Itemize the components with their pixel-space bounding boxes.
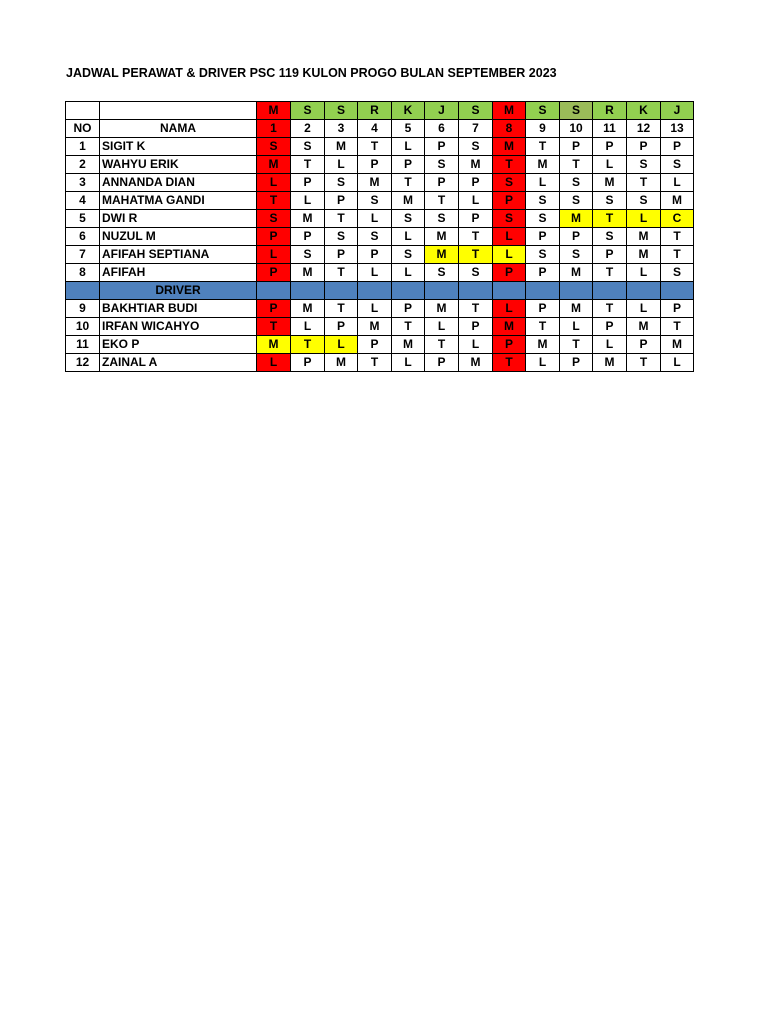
blank-cell bbox=[392, 282, 425, 300]
table-row bbox=[66, 228, 694, 246]
page-title: JADWAL PERAWAT & DRIVER PSC 119 KULON PROGO BULAN SEPTEMBER 2023 bbox=[66, 66, 557, 80]
shift-cell: T bbox=[291, 336, 325, 354]
shift-cell: S bbox=[291, 246, 325, 264]
row-number: 9 bbox=[66, 300, 100, 318]
shift-cell: S bbox=[425, 210, 459, 228]
shift-cell: S bbox=[493, 210, 526, 228]
shift-cell: P bbox=[358, 336, 392, 354]
shift-cell: P bbox=[257, 228, 291, 246]
blank-cell bbox=[425, 282, 459, 300]
blank-cell bbox=[661, 282, 694, 300]
shift-cell: T bbox=[325, 264, 358, 282]
day-letter-cell: S bbox=[291, 102, 325, 120]
shift-cell: T bbox=[593, 264, 627, 282]
shift-cell: M bbox=[425, 246, 459, 264]
table-row bbox=[66, 138, 694, 156]
table-row bbox=[66, 174, 694, 192]
date-cell: 12 bbox=[627, 120, 661, 138]
shift-cell: T bbox=[257, 192, 291, 210]
row-number: 1 bbox=[66, 138, 100, 156]
shift-cell: S bbox=[560, 246, 593, 264]
day-letter-cell: K bbox=[392, 102, 425, 120]
day-letter-cell: J bbox=[425, 102, 459, 120]
shift-cell: L bbox=[392, 138, 425, 156]
shift-cell: P bbox=[493, 336, 526, 354]
blank-cell bbox=[291, 282, 325, 300]
shift-cell: L bbox=[627, 264, 661, 282]
blank-cell bbox=[593, 282, 627, 300]
shift-cell: L bbox=[425, 318, 459, 336]
shift-cell: T bbox=[661, 246, 694, 264]
date-cell: 6 bbox=[425, 120, 459, 138]
shift-cell: S bbox=[627, 156, 661, 174]
row-number: 5 bbox=[66, 210, 100, 228]
day-letter-cell: M bbox=[257, 102, 291, 120]
day-letter-cell: K bbox=[627, 102, 661, 120]
shift-cell: L bbox=[358, 264, 392, 282]
shift-cell: L bbox=[526, 354, 560, 372]
shift-cell: P bbox=[459, 318, 493, 336]
shift-cell: S bbox=[593, 228, 627, 246]
shift-cell: L bbox=[291, 318, 325, 336]
shift-cell: T bbox=[325, 210, 358, 228]
shift-cell: T bbox=[593, 300, 627, 318]
shift-cell: M bbox=[425, 300, 459, 318]
blank-cell bbox=[560, 282, 593, 300]
shift-cell: L bbox=[358, 210, 392, 228]
shift-cell: L bbox=[392, 354, 425, 372]
person-name: IRFAN WICAHYO bbox=[100, 318, 257, 336]
shift-cell: L bbox=[325, 336, 358, 354]
shift-cell: L bbox=[257, 246, 291, 264]
driver-section-row bbox=[66, 282, 694, 300]
table-row bbox=[66, 156, 694, 174]
row-number: 3 bbox=[66, 174, 100, 192]
shift-cell: T bbox=[358, 138, 392, 156]
shift-cell: S bbox=[593, 192, 627, 210]
shift-cell: M bbox=[392, 192, 425, 210]
date-cell: 13 bbox=[661, 120, 694, 138]
shift-cell: T bbox=[459, 300, 493, 318]
shift-cell: P bbox=[526, 228, 560, 246]
shift-cell: L bbox=[392, 228, 425, 246]
shift-cell: S bbox=[560, 174, 593, 192]
shift-cell: P bbox=[493, 192, 526, 210]
shift-cell: S bbox=[459, 138, 493, 156]
shift-cell: S bbox=[325, 228, 358, 246]
date-cell: 1 bbox=[257, 120, 291, 138]
shift-cell: T bbox=[560, 336, 593, 354]
shift-cell: M bbox=[291, 264, 325, 282]
date-cell: 9 bbox=[526, 120, 560, 138]
shift-cell: M bbox=[459, 156, 493, 174]
blank-cell bbox=[358, 282, 392, 300]
shift-cell: L bbox=[593, 156, 627, 174]
person-name: DWI R bbox=[100, 210, 257, 228]
shift-cell: L bbox=[257, 354, 291, 372]
shift-cell: P bbox=[358, 246, 392, 264]
shift-cell: S bbox=[560, 192, 593, 210]
day-letter-row bbox=[66, 102, 694, 120]
shift-cell: M bbox=[560, 300, 593, 318]
shift-cell: P bbox=[526, 300, 560, 318]
shift-cell: L bbox=[661, 354, 694, 372]
table-row bbox=[66, 264, 694, 282]
shift-cell: P bbox=[593, 138, 627, 156]
shift-cell: P bbox=[392, 300, 425, 318]
shift-cell: L bbox=[593, 336, 627, 354]
shift-cell: P bbox=[257, 264, 291, 282]
shift-cell: L bbox=[560, 318, 593, 336]
shift-cell: P bbox=[291, 228, 325, 246]
row-number: 10 bbox=[66, 318, 100, 336]
shift-cell: P bbox=[425, 138, 459, 156]
shift-cell: L bbox=[291, 192, 325, 210]
shift-cell: M bbox=[358, 318, 392, 336]
date-cell: 5 bbox=[392, 120, 425, 138]
shift-cell: M bbox=[627, 246, 661, 264]
person-name: EKO P bbox=[100, 336, 257, 354]
shift-cell: L bbox=[661, 174, 694, 192]
shift-cell: P bbox=[627, 138, 661, 156]
shift-cell: M bbox=[392, 336, 425, 354]
day-letter-cell: R bbox=[358, 102, 392, 120]
date-cell: 2 bbox=[291, 120, 325, 138]
row-number: 12 bbox=[66, 354, 100, 372]
blank-cell bbox=[66, 282, 100, 300]
shift-cell: T bbox=[627, 354, 661, 372]
shift-cell: P bbox=[560, 228, 593, 246]
shift-cell: M bbox=[325, 354, 358, 372]
shift-cell: M bbox=[593, 174, 627, 192]
table-row bbox=[66, 336, 694, 354]
shift-cell: M bbox=[627, 228, 661, 246]
day-letter-cell: S bbox=[560, 102, 593, 120]
shift-cell: S bbox=[257, 210, 291, 228]
date-cell: 4 bbox=[358, 120, 392, 138]
blank-cell bbox=[100, 102, 257, 120]
shift-cell: L bbox=[493, 300, 526, 318]
shift-cell: M bbox=[291, 210, 325, 228]
shift-cell: S bbox=[291, 138, 325, 156]
shift-cell: P bbox=[493, 264, 526, 282]
shift-cell: T bbox=[627, 174, 661, 192]
no-header: NO bbox=[66, 120, 100, 138]
shift-cell: M bbox=[627, 318, 661, 336]
shift-cell: T bbox=[291, 156, 325, 174]
shift-cell: L bbox=[459, 336, 493, 354]
shift-cell: T bbox=[593, 210, 627, 228]
row-number: 2 bbox=[66, 156, 100, 174]
person-name: NUZUL M bbox=[100, 228, 257, 246]
table-row bbox=[66, 192, 694, 210]
shift-cell: M bbox=[593, 354, 627, 372]
shift-cell: M bbox=[459, 354, 493, 372]
row-number: 8 bbox=[66, 264, 100, 282]
shift-cell: P bbox=[425, 174, 459, 192]
table-row bbox=[66, 246, 694, 264]
shift-cell: L bbox=[627, 210, 661, 228]
day-letter-cell: M bbox=[493, 102, 526, 120]
shift-cell: T bbox=[493, 354, 526, 372]
shift-cell: P bbox=[392, 156, 425, 174]
table-row bbox=[66, 318, 694, 336]
shift-cell: P bbox=[325, 246, 358, 264]
shift-cell: T bbox=[661, 318, 694, 336]
shift-cell: L bbox=[325, 156, 358, 174]
person-name: WAHYU ERIK bbox=[100, 156, 257, 174]
shift-cell: L bbox=[358, 300, 392, 318]
shift-cell: S bbox=[358, 192, 392, 210]
blank-cell bbox=[459, 282, 493, 300]
shift-cell: C bbox=[661, 210, 694, 228]
shift-cell: M bbox=[661, 192, 694, 210]
blank-cell bbox=[66, 102, 100, 120]
driver-label: DRIVER bbox=[100, 282, 257, 300]
table-row bbox=[66, 354, 694, 372]
shift-cell: T bbox=[325, 300, 358, 318]
shift-cell: P bbox=[459, 210, 493, 228]
shift-cell: T bbox=[392, 318, 425, 336]
shift-cell: S bbox=[358, 228, 392, 246]
date-cell: 7 bbox=[459, 120, 493, 138]
shift-cell: S bbox=[459, 264, 493, 282]
shift-cell: P bbox=[560, 354, 593, 372]
shift-cell: P bbox=[459, 174, 493, 192]
shift-cell: M bbox=[291, 300, 325, 318]
shift-cell: T bbox=[425, 192, 459, 210]
shift-cell: M bbox=[425, 228, 459, 246]
shift-cell: T bbox=[392, 174, 425, 192]
shift-cell: T bbox=[459, 246, 493, 264]
shift-cell: S bbox=[325, 174, 358, 192]
person-name: AFIFAH bbox=[100, 264, 257, 282]
date-cell: 3 bbox=[325, 120, 358, 138]
shift-cell: T bbox=[526, 138, 560, 156]
shift-cell: S bbox=[257, 138, 291, 156]
person-name: SIGIT K bbox=[100, 138, 257, 156]
shift-cell: T bbox=[493, 156, 526, 174]
row-number: 6 bbox=[66, 228, 100, 246]
shift-cell: L bbox=[257, 174, 291, 192]
shift-cell: P bbox=[627, 336, 661, 354]
date-row bbox=[66, 120, 694, 138]
shift-cell: T bbox=[257, 318, 291, 336]
shift-cell: S bbox=[425, 264, 459, 282]
shift-cell: L bbox=[627, 300, 661, 318]
shift-cell: S bbox=[392, 246, 425, 264]
shift-cell: P bbox=[325, 192, 358, 210]
day-letter-cell: S bbox=[526, 102, 560, 120]
shift-cell: S bbox=[392, 210, 425, 228]
shift-cell: L bbox=[493, 246, 526, 264]
shift-cell: P bbox=[257, 300, 291, 318]
shift-cell: M bbox=[493, 138, 526, 156]
shift-cell: M bbox=[325, 138, 358, 156]
shift-cell: T bbox=[358, 354, 392, 372]
shift-cell: S bbox=[661, 156, 694, 174]
table-row bbox=[66, 300, 694, 318]
person-name: ANNANDA DIAN bbox=[100, 174, 257, 192]
shift-cell: M bbox=[526, 156, 560, 174]
shift-cell: S bbox=[425, 156, 459, 174]
shift-cell: M bbox=[257, 336, 291, 354]
table-row bbox=[66, 210, 694, 228]
shift-cell: M bbox=[560, 210, 593, 228]
person-name: ZAINAL A bbox=[100, 354, 257, 372]
row-number: 7 bbox=[66, 246, 100, 264]
blank-cell bbox=[325, 282, 358, 300]
shift-cell: L bbox=[526, 174, 560, 192]
person-name: MAHATMA GANDI bbox=[100, 192, 257, 210]
shift-cell: P bbox=[560, 138, 593, 156]
blank-cell bbox=[526, 282, 560, 300]
shift-cell: L bbox=[392, 264, 425, 282]
day-letter-cell: S bbox=[459, 102, 493, 120]
shift-cell: S bbox=[526, 246, 560, 264]
shift-cell: T bbox=[425, 336, 459, 354]
shift-cell: L bbox=[493, 228, 526, 246]
nama-header: NAMA bbox=[100, 120, 257, 138]
shift-cell: S bbox=[627, 192, 661, 210]
blank-cell bbox=[627, 282, 661, 300]
shift-cell: P bbox=[661, 300, 694, 318]
shift-cell: P bbox=[526, 264, 560, 282]
shift-cell: S bbox=[493, 174, 526, 192]
row-number: 11 bbox=[66, 336, 100, 354]
schedule-table bbox=[65, 101, 694, 372]
shift-cell: S bbox=[526, 210, 560, 228]
day-letter-cell: S bbox=[325, 102, 358, 120]
person-name: BAKHTIAR BUDI bbox=[100, 300, 257, 318]
blank-cell bbox=[493, 282, 526, 300]
shift-cell: P bbox=[358, 156, 392, 174]
shift-cell: P bbox=[593, 246, 627, 264]
shift-cell: T bbox=[560, 156, 593, 174]
shift-cell: P bbox=[325, 318, 358, 336]
shift-cell: S bbox=[661, 264, 694, 282]
shift-cell: T bbox=[661, 228, 694, 246]
shift-cell: S bbox=[526, 192, 560, 210]
shift-cell: P bbox=[291, 354, 325, 372]
person-name: AFIFAH SEPTIANA bbox=[100, 246, 257, 264]
blank-cell bbox=[257, 282, 291, 300]
date-cell: 11 bbox=[593, 120, 627, 138]
shift-cell: T bbox=[459, 228, 493, 246]
shift-cell: P bbox=[291, 174, 325, 192]
shift-cell: M bbox=[661, 336, 694, 354]
shift-cell: M bbox=[493, 318, 526, 336]
shift-cell: M bbox=[257, 156, 291, 174]
shift-cell: M bbox=[358, 174, 392, 192]
shift-cell: M bbox=[526, 336, 560, 354]
day-letter-cell: R bbox=[593, 102, 627, 120]
shift-cell: P bbox=[593, 318, 627, 336]
day-letter-cell: J bbox=[661, 102, 694, 120]
shift-cell: P bbox=[661, 138, 694, 156]
date-cell: 8 bbox=[493, 120, 526, 138]
row-number: 4 bbox=[66, 192, 100, 210]
shift-cell: L bbox=[459, 192, 493, 210]
shift-cell: P bbox=[425, 354, 459, 372]
shift-cell: T bbox=[526, 318, 560, 336]
shift-cell: M bbox=[560, 264, 593, 282]
date-cell: 10 bbox=[560, 120, 593, 138]
